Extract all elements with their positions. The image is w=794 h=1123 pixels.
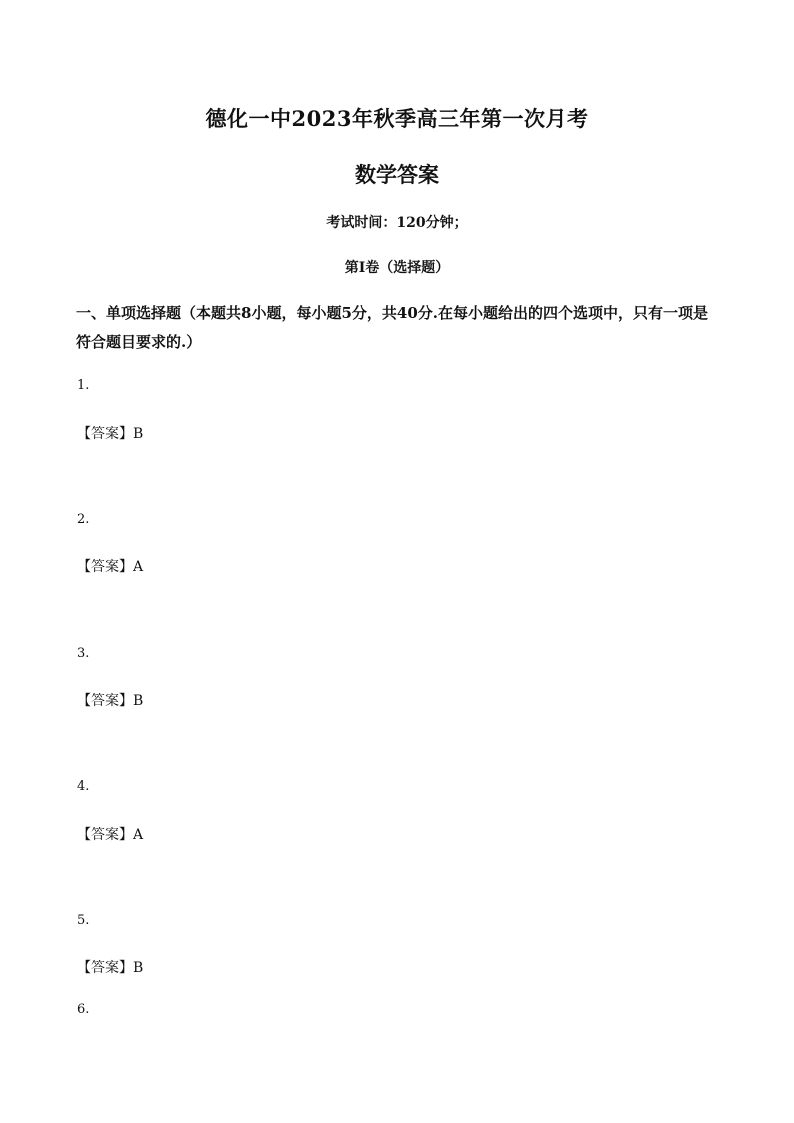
answer-5: 【答案】B	[77, 960, 144, 976]
answer-2: 【答案】A	[77, 559, 144, 575]
exam-time: 考试时间：120分钟；	[326, 215, 468, 231]
volume-heading: 第I卷（选择题）	[344, 260, 450, 276]
answer-1: 【答案】B	[77, 426, 144, 442]
question-number-2: 2.	[77, 512, 90, 527]
question-number-6: 6.	[77, 1002, 90, 1017]
question-number-3: 3.	[77, 646, 90, 661]
answer-4: 【答案】A	[77, 827, 144, 843]
page-title: 德化一中2023年秋季高三年第一次月考	[205, 106, 589, 131]
page-subtitle: 数学答案	[355, 162, 439, 187]
section-heading: 一、单项选择题（本题共8小题，每小题5分，共40分.在每小题给出的四个选项中，只有一项是符合题目要求的.）	[76, 304, 708, 351]
question-number-5: 5.	[77, 913, 90, 928]
question-number-1: 1.	[77, 378, 90, 393]
question-number-4: 4.	[77, 779, 90, 794]
answer-3: 【答案】B	[77, 693, 144, 709]
